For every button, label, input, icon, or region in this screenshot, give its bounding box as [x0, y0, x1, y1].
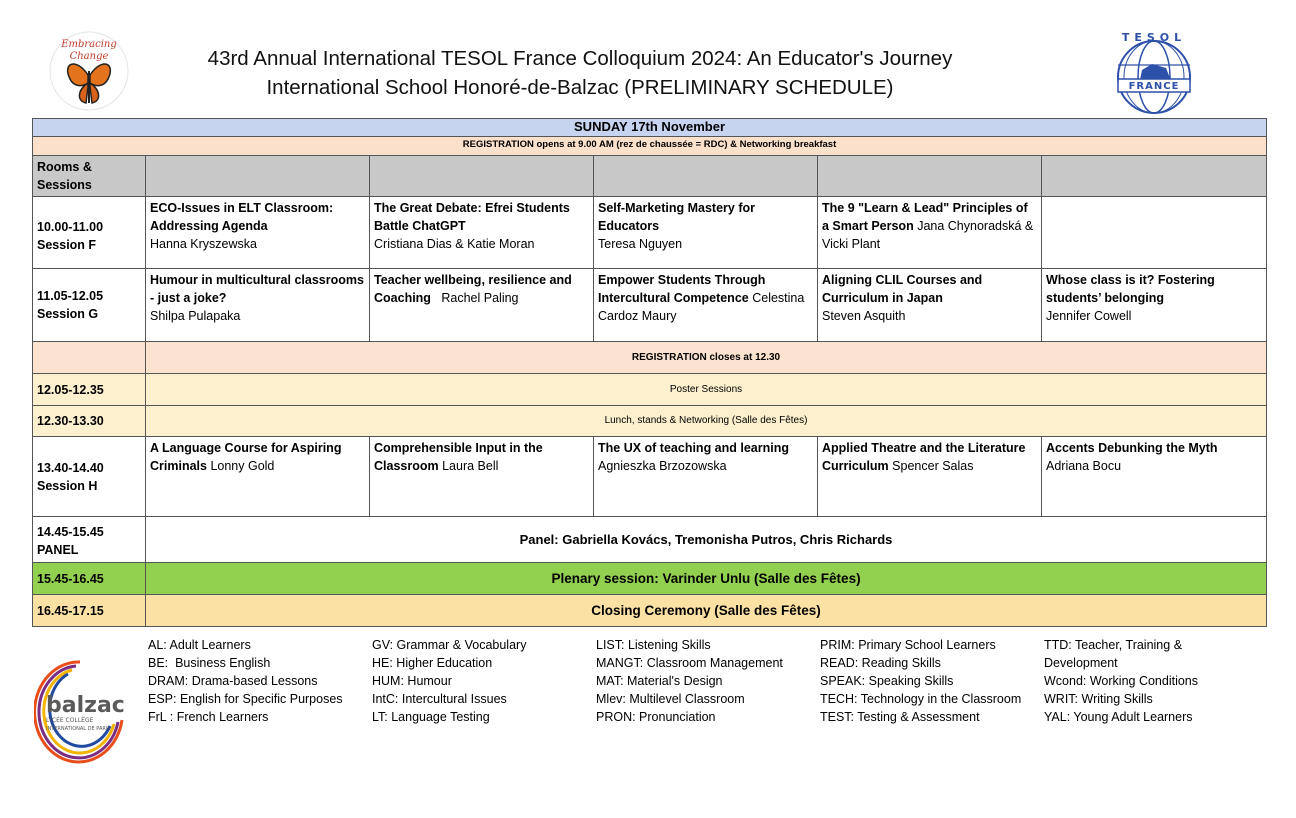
talk-title: The UX of teaching and learning — [598, 441, 789, 455]
talk-cell — [370, 269, 594, 342]
talk-speaker: Hanna Kryszewska — [150, 237, 257, 251]
lunch-row — [33, 406, 1267, 437]
legend-item: DRAM: Drama-based Lessons — [148, 674, 318, 688]
day-header: SUNDAY 17th November — [33, 119, 1267, 137]
talk-speaker: Spencer Salas — [892, 459, 974, 473]
logo-text-france: FRANCE — [1128, 81, 1180, 92]
lunch-time: 12.30-13.30 — [33, 406, 146, 437]
session-time: 10.00-11.00 — [37, 219, 104, 234]
closing-row — [33, 595, 1267, 627]
panel-time-cell — [33, 517, 146, 563]
legend-column-2 — [372, 636, 592, 726]
tesol-france-logo — [1112, 30, 1196, 116]
poster-time: 12.05-12.35 — [33, 374, 146, 406]
legend-item: HUM: Humour — [372, 674, 452, 688]
session-label: Session G — [37, 307, 99, 321]
talk-title: Humour in multicultural classrooms - just a joke? — [150, 273, 364, 305]
talk-cell — [594, 197, 818, 269]
panel-row — [33, 517, 1267, 563]
legend-column-4 — [820, 636, 1040, 726]
talk-speaker: Adriana Bocu — [1046, 459, 1122, 473]
talk-cell — [818, 437, 1042, 517]
registration-close-row — [33, 342, 1267, 374]
plenary-time: 15.45-16.45 — [33, 563, 146, 595]
talk-cell — [594, 269, 818, 342]
talk-title: Accents Debunking the Myth — [1046, 441, 1218, 455]
session-h-row — [33, 437, 1267, 517]
rooms-header: Rooms & Sessions — [33, 156, 146, 197]
talk-title: Self-Marketing Mastery for Educators — [598, 201, 755, 233]
session-label: Session H — [37, 479, 98, 493]
balzac-logo-tagline2: INTERNATIONAL DE PARIS — [46, 726, 111, 732]
legend-item: AL: Adult Learners — [148, 638, 251, 652]
legend-item: GV: Grammar & Vocabulary — [372, 638, 527, 652]
legend-item: IntC: Intercultural Issues — [372, 692, 507, 706]
talk-cell — [594, 437, 818, 517]
talk-cell — [818, 197, 1042, 269]
legend-item: PRON: Pronunciation — [596, 710, 716, 724]
talk-cell — [1042, 437, 1267, 517]
talk-cell — [370, 437, 594, 517]
room-header-cell — [818, 156, 1042, 197]
closing-text: Closing Ceremony (Salle des Fêtes) — [146, 595, 1267, 627]
legend-item: LT: Language Testing — [372, 710, 490, 724]
panel-time: 14.45-15.45 — [37, 525, 104, 539]
balzac-logo — [34, 656, 126, 768]
legend-item: WRIT: Writing Skills — [1044, 692, 1153, 706]
title-line-2: International School Honoré-de-Balzac (PRELIMINARY SCHEDULE) — [266, 76, 894, 99]
talk-speaker: Shilpa Pulapaka — [150, 309, 241, 323]
room-header-cell — [594, 156, 818, 197]
legend-item: ESP: English for Specific Purposes — [148, 692, 343, 706]
balzac-logo-tagline1: LYCÉE COLLÈGE — [46, 717, 94, 724]
talk-title: A Language Course for Aspiring Criminals — [150, 441, 342, 473]
title-line-1: 43rd Annual International TESOL France Colloquium 2024: An Educator's Journey — [207, 47, 953, 70]
talk-speaker: Rachel Paling — [441, 291, 519, 305]
talk-cell — [1042, 269, 1267, 342]
session-f-time-cell — [33, 197, 146, 269]
talk-speaker: Celestina Cardoz Maury — [598, 291, 805, 323]
session-time: 13.40-14.40 — [37, 461, 104, 475]
room-header-cell — [1042, 156, 1267, 197]
talk-speaker: Cristiana Dias & Katie Moran — [374, 237, 535, 251]
legend-item: LIST: Listening Skills — [596, 638, 711, 652]
legend-item: HE: Higher Education — [372, 656, 493, 670]
session-label: Session F — [37, 237, 97, 252]
talk-cell — [146, 197, 370, 269]
closing-time: 16.45-17.15 — [33, 595, 146, 627]
balzac-logo-name: balzac — [46, 693, 125, 718]
legend-item: TECH: Technology in the Classroom — [820, 692, 1022, 706]
talk-cell — [146, 437, 370, 517]
talk-speaker: Laura Bell — [442, 459, 499, 473]
legend-column-1 — [148, 636, 368, 726]
talk-speaker: Jana Chynoradská & Vicki Plant — [822, 219, 1034, 251]
embracing-change-logo — [48, 31, 130, 111]
legend-column-3 — [596, 636, 816, 726]
legend-item: Development — [1044, 656, 1118, 670]
legend-item: FrL : French Learners — [148, 710, 269, 724]
page-title — [150, 44, 1010, 102]
talk-title: Whose class is it? Fostering students’ belonging — [1046, 273, 1215, 305]
time-cell-empty — [33, 342, 146, 374]
talk-title: ECO-Issues in ELT Classroom: Addressing Agenda — [150, 201, 334, 233]
legend-item: Mlev: Multilevel Classroom — [596, 692, 745, 706]
talk-title: Comprehensible Input in the Classroom — [374, 441, 543, 473]
legend-item: BE: Business English — [148, 656, 271, 670]
registration-close-text: REGISTRATION closes at 12.30 — [146, 342, 1267, 374]
legend-item: MAT: Material's Design — [596, 674, 723, 688]
panel-text: Panel: Gabriella Kovács, Tremonisha Putros, Chris Richards — [146, 517, 1267, 563]
talk-title: Aligning CLIL Courses and Curriculum in Japan — [822, 273, 983, 305]
plenary-text: Plenary session: Varinder Unlu (Salle des Fêtes) — [146, 563, 1267, 595]
talk-speaker: Agnieszka Brzozowska — [598, 459, 727, 473]
session-h-time-cell — [33, 437, 146, 517]
talk-title: Teacher wellbeing, resilience and Coaching — [374, 273, 572, 305]
poster-row — [33, 374, 1267, 406]
legend-item: TEST: Testing & Assessment — [820, 710, 980, 724]
talk-cell-empty — [1042, 197, 1267, 269]
legend-item: SPEAK: Speaking Skills — [820, 674, 954, 688]
legend-column-5 — [1044, 636, 1264, 726]
session-f-row — [33, 197, 1267, 269]
legend-item: MANGT: Classroom Management — [596, 656, 783, 670]
legend-item: TTD: Teacher, Training & — [1044, 638, 1183, 652]
talk-title: The Great Debate: Efrei Students Battle ChatGPT — [374, 201, 570, 233]
talk-cell — [370, 197, 594, 269]
schedule-table — [32, 118, 1267, 627]
talk-speaker: Teresa Nguyen — [598, 237, 683, 251]
registration-open-row: REGISTRATION opens at 9.00 AM (rez de chaussée = RDC) & Networking breakfast — [33, 137, 1267, 156]
session-g-time-cell — [33, 269, 146, 342]
talk-cell — [818, 269, 1042, 342]
legend-item: PRIM: Primary School Learners — [820, 638, 996, 652]
legend-item: YAL: Young Adult Learners — [1044, 710, 1193, 724]
room-header-cell — [146, 156, 370, 197]
panel-label: PANEL — [37, 543, 79, 557]
logo-text-tesol: TESOL — [1121, 31, 1187, 44]
poster-text: Poster Sessions — [146, 374, 1267, 406]
plenary-row — [33, 563, 1267, 595]
lunch-text: Lunch, stands & Networking (Salle des Fêtes) — [146, 406, 1267, 437]
legend-item: Wcond: Working Conditions — [1044, 674, 1199, 688]
talk-title: Applied Theatre and the Literature Curriculum — [822, 441, 1026, 473]
talk-title: Empower Students Through Intercultural Competence — [598, 273, 766, 305]
page-header — [0, 0, 1296, 118]
session-time: 11.05-12.05 — [37, 289, 104, 303]
logo-text-change: Change — [69, 51, 109, 62]
talk-speaker: Jennifer Cowell — [1046, 309, 1132, 323]
talk-speaker: Steven Asquith — [822, 309, 906, 323]
session-g-row — [33, 269, 1267, 342]
room-header-cell — [370, 156, 594, 197]
talk-title: The 9 "Learn & Lead" Principles of a Smart Person — [822, 201, 1028, 233]
talk-cell — [146, 269, 370, 342]
logo-text-embracing: Embracing — [61, 39, 117, 50]
legend-item: READ: Reading Skills — [820, 656, 941, 670]
talk-speaker: Lonny Gold — [210, 459, 275, 473]
